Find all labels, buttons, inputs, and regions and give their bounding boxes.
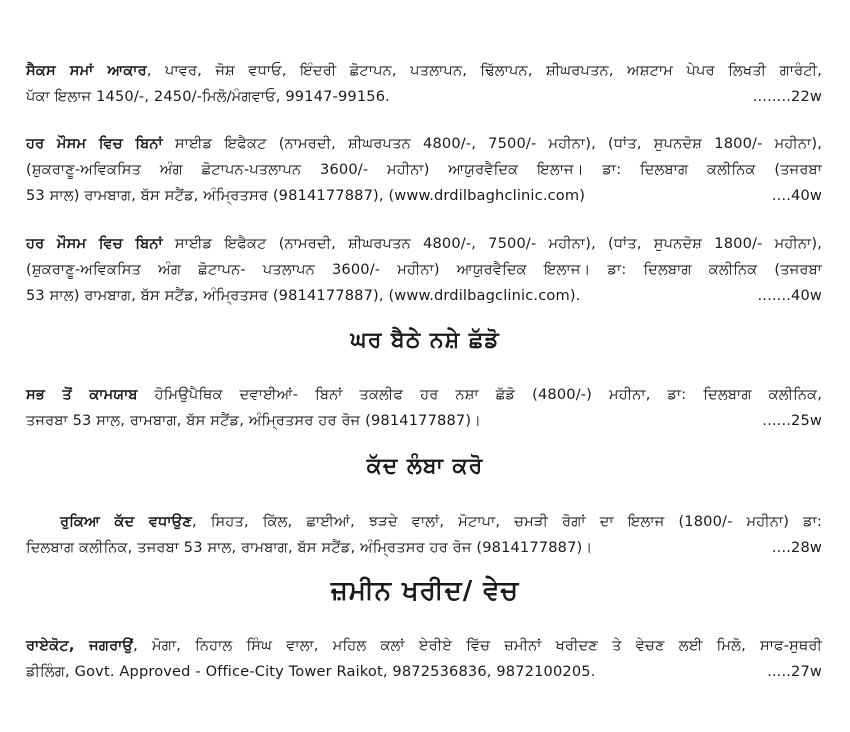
ad-line — [26, 257, 822, 283]
ad-code: ....28w — [771, 539, 822, 556]
ad-line — [26, 382, 822, 408]
ad-text: ਤਜਰਬਾ 53 ਸਾਲ, ਰਾਮਬਾਗ, ਬੱਸ ਸਟੈਂਡ, ਅੰਮ੍ਰਿਤਸਰ ਹਰ ਰੋਜ (9814177887)। — [26, 412, 482, 429]
ad-lead: ਰੁਕਿਆ ਕੱਦ ਵਧਾਉਣ — [60, 513, 193, 530]
ad-line — [26, 633, 822, 659]
ad-line — [26, 84, 822, 110]
ad-text: 53 ਸਾਲ) ਰਾਮਬਾਗ, ਬੱਸ ਸਟੈਂਡ, ਅੰਮ੍ਰਿਤਸਰ (9814177887), (www.drdilbagclinic.com). — [26, 287, 581, 304]
ad-text: 53 ਸਾਲ) ਰਾਮਬਾਗ, ਬੱਸ ਸਟੈਂਡ, ਅੰਮ੍ਰਿਤਸਰ (9814177887), (www.drdilbaghclinic.com) — [26, 187, 586, 204]
classified-ad-dilbagh-clinic-2 — [26, 231, 822, 309]
ad-code: ........22w — [752, 88, 822, 105]
ad-line — [26, 131, 822, 157]
ad-lead: ਰਾਏਕੋਟ, ਜਗਰਾਉਂ — [26, 637, 134, 654]
ad-line — [26, 231, 822, 257]
classified-ad-height — [26, 509, 822, 561]
classified-ad-sex-treatment — [26, 58, 822, 110]
ad-lead: ਹਰ ਮੌਸਮ ਵਿਚ ਬਿਨਾਂ — [26, 135, 163, 152]
section-heading-quit-drugs: ਘਰ ਬੈਠੇ ਨਸ਼ੇ ਛੱਡੋ — [350, 328, 500, 353]
ad-text: ਸਾਈਡ ਇਫੈਕਟ (ਨਾਮਰਦੀ, ਸ਼ੀਘਰਪਤਨ 4800/-, 7500/- ਮਹੀਨਾ), (ਧਾਂਤ, ਸੁਪਨਦੋਸ਼ 1800/- ਮਹੀਨਾ), — [162, 235, 822, 252]
section-heading-land: ਜ਼ਮੀਨ ਖਰੀਦ/ ਵੇਚ — [330, 576, 520, 606]
ad-line — [26, 58, 822, 84]
ad-line — [26, 183, 822, 209]
ad-text: , ਮੋਗਾ, ਨਿਹਾਲ ਸਿੰਘ ਵਾਲਾ, ਮਹਿਲ ਕਲਾਂ ਏਰੀਏ ਵਿੱਚ ਜ਼ਮੀਨਾਂ ਖਰੀਦਣ ਤੇ ਵੇਚਣ ਲਈ ਮਿਲੋ, ਸਾਫ-ਸੁਥਰੀ — [133, 637, 822, 654]
section-heading-increase-height: ਕੱਦ ਲੰਬਾ ਕਰੋ — [366, 454, 484, 479]
ad-text: ਦਿਲਬਾਗ ਕਲੀਨਿਕ, ਤਜਰਬਾ 53 ਸਾਲ, ਰਾਮਬਾਗ, ਬੱਸ ਸਟੈਂਡ, ਅੰਮ੍ਰਿਤਸਰ ਹਰ ਰੋਜ (9814177887)। — [26, 539, 593, 556]
ad-code: ....40w — [771, 187, 822, 204]
ad-text: , ਪਾਵਰ, ਜੋਸ਼ ਵਧਾਓ, ਇੰਦਰੀ ਛੋਟਾਪਨ, ਪਤਲਾਪਨ, ਢਿੱਲਾਪਨ, ਸ਼ੀਘਰਪਤਨ, ਅਸ਼ਟਾਮ ਪੇਪਰ ਲਿਖਤੀ ਗਾਰੰਟੀ, — [146, 62, 822, 79]
ad-line — [26, 659, 822, 685]
ad-text: (ਸ਼ੁਕਰਾਣੂ-ਅਵਿਕਸਿਤ ਅੰਗ ਛੋਟਾਪਨ- ਪਤਲਾਪਨ 3600/- ਮਹੀਨਾ) ਆਯੁਰਵੈਦਿਕ ਇਲਾਜ। ਡਾ: ਦਿਲਬਾਗ ਕਲੀਨਿਕ (ਤਜਰਬਾ — [26, 261, 822, 278]
ad-text: ਹੋਮਿਉਪੈਥਿਕ ਦਵਾਈਆਂ- ਬਿਨਾਂ ਤਕਲੀਫ ਹਰ ਨਸ਼ਾ ਛੱਡੋ (4800/-) ਮਹੀਨਾ, ਡਾ: ਦਿਲਬਾਗ ਕਲੀਨਿਕ, — [137, 386, 822, 403]
ad-line — [26, 509, 822, 535]
ad-line — [26, 283, 822, 309]
ad-text: ਡੀਲਿੰਗ, Govt. Approved - Office-City Tower Raikot, 9872536836, 9872100205. — [26, 663, 596, 680]
ad-code: .....27w — [767, 663, 822, 680]
ad-text: , ਸਿਹਤ, ਕਿੱਲ, ਛਾਈਆਂ, ਝੜਦੇ ਵਾਲਾਂ, ਮੋਟਾਪਾ, ਚਮੜੀ ਰੋਗਾਂ ਦਾ ਇਲਾਜ (1800/- ਮਹੀਨਾ) ਡਾ: — [192, 513, 823, 530]
ad-text: ਸਾਈਡ ਇਫੈਕਟ (ਨਾਮਰਦੀ, ਸ਼ੀਘਰਪਤਨ 4800/-, 7500/- ਮਹੀਨਾ), (ਧਾਂਤ, ਸੁਪਨਦੋਸ਼ 1800/- ਮਹੀਨਾ), — [162, 135, 822, 152]
ad-code: ......25w — [762, 412, 822, 429]
ad-line — [26, 408, 822, 434]
ad-line — [26, 157, 822, 183]
ad-text: (ਸ਼ੁਕਰਾਣੂ-ਅਵਿਕਸਿਤ ਅੰਗ ਛੋਟਾਪਨ-ਪਤਲਾਪਨ 3600/- ਮਹੀਨਾ) ਆਯੁਰਵੈਦਿਕ ਇਲਾਜ। ਡਾ: ਦਿਲਬਾਗ ਕਲੀਨਿਕ (ਤਜਰਬਾ — [26, 161, 822, 178]
ad-lead: ਸਭ ਤੋਂ ਕਾਮਯਾਬ — [26, 386, 138, 403]
ad-line — [26, 535, 822, 561]
classified-ad-homeopathic — [26, 382, 822, 434]
ad-text: ਪੱਕਾ ਇਲਾਜ 1450/-, 2450/-ਮਿਲੋ/ਮੰਗਵਾਓ, 99147-99156. — [26, 88, 390, 105]
ad-code: .......40w — [757, 287, 822, 304]
classified-ad-land — [26, 633, 822, 685]
ad-lead: ਸੈਕਸ ਸਮਾਂ ਆਕਾਰ — [26, 62, 147, 79]
classified-ad-dilbagh-clinic-1 — [26, 131, 822, 209]
ad-lead: ਹਰ ਮੌਸਮ ਵਿਚ ਬਿਨਾਂ — [26, 235, 163, 252]
